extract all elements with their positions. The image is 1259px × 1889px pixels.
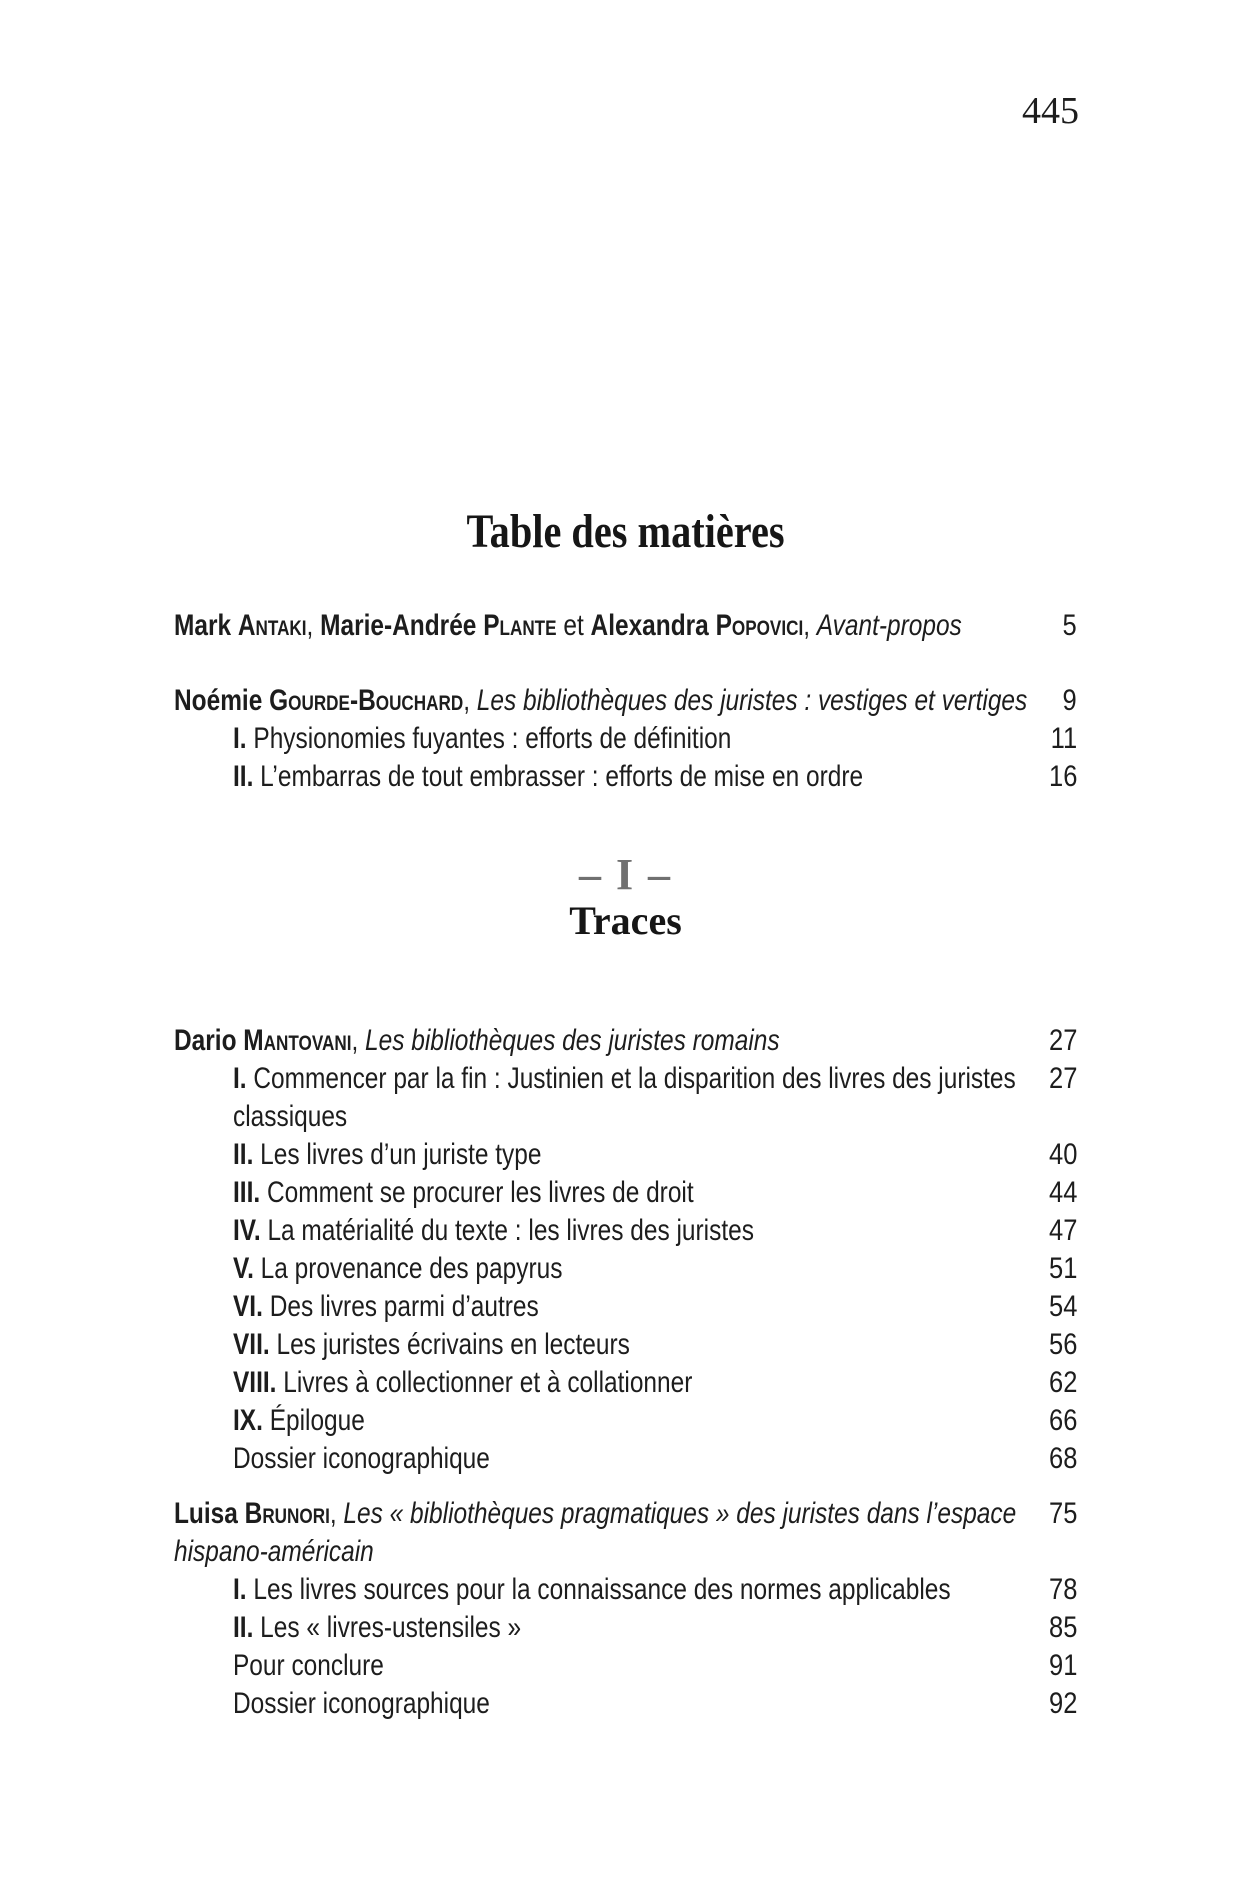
toc-entry-page: 47 — [1048, 1214, 1077, 1247]
toc-entry-line — [233, 1571, 951, 1609]
toc-entry-page: 75 — [1048, 1497, 1077, 1530]
toc-entry-segment: II. — [233, 1611, 261, 1644]
toc-entry-segment: et — [556, 609, 591, 642]
toc-entry-line — [174, 607, 962, 645]
toc-entry-page: 66 — [1048, 1404, 1077, 1437]
toc-entry-text — [233, 1326, 864, 1364]
toc-entry-page: 51 — [1048, 1252, 1077, 1285]
toc-entry-line — [233, 1098, 864, 1136]
toc-entry-line — [233, 1060, 1016, 1098]
toc-entry-segment: Les bibliothèques des juristes romains — [365, 1024, 780, 1057]
toc-entry — [174, 1647, 1077, 1685]
toc-entry-segment: Marie-Andrée — [320, 609, 484, 642]
toc-entry-segment: Luisa — [174, 1497, 245, 1530]
toc-entry-page: 44 — [1048, 1176, 1077, 1209]
toc-entry — [174, 1402, 1077, 1440]
toc-entry-segment: IV. — [233, 1214, 268, 1247]
toc-entry-page: 85 — [1048, 1611, 1077, 1644]
toc-entry-line — [233, 1288, 864, 1326]
toc-entry-page: 92 — [1048, 1687, 1077, 1720]
toc-block — [174, 607, 1077, 645]
toc-entry-segment: Commencer par la fin : Justinien et la disparition des livres des juristes — [253, 1062, 1016, 1095]
toc-entry-segment: Les bibliothèques des juristes : vestiges et vertiges — [476, 684, 1028, 717]
toc-entry-segment: , — [463, 684, 477, 717]
toc-entry-text — [233, 1250, 864, 1288]
toc-entry — [174, 1440, 1077, 1478]
toc-entry — [174, 1288, 1077, 1326]
toc-entry-segment: , — [351, 1024, 366, 1057]
toc-entry-segment: VII. — [233, 1328, 277, 1361]
toc-entry — [174, 1364, 1077, 1402]
toc-entry — [174, 1060, 1077, 1136]
toc-entry-segment: , — [329, 1497, 344, 1530]
toc-entry — [174, 720, 1077, 758]
toc-entry-line — [233, 1685, 864, 1723]
toc-entry-segment: Plante — [483, 609, 557, 642]
toc-entry-segment: hispano-américain — [174, 1535, 374, 1568]
toc-block — [174, 682, 1077, 796]
toc-entry-line — [174, 1495, 1017, 1533]
toc-entry-segment: Avant-propos — [816, 609, 962, 642]
toc-entry-segment: Les « livres-ustensiles » — [260, 1611, 522, 1644]
toc-entry-segment: VIII. — [233, 1366, 284, 1399]
toc-entry-page: 16 — [1048, 760, 1077, 793]
toc-entry-segment: Mantovani — [243, 1024, 352, 1057]
toc-entry-segment: Les livres d’un juriste type — [260, 1138, 542, 1171]
toc-entry-text — [233, 1212, 864, 1250]
toc-entry-segment: Brunori — [244, 1497, 330, 1530]
toc-entry-line — [233, 1326, 864, 1364]
toc-entry-segment: Popovici — [715, 609, 804, 642]
toc-entry-line — [174, 682, 1028, 720]
toc-entry-line — [174, 1022, 853, 1060]
toc-entry-segment: I. — [233, 722, 254, 755]
toc-entry — [174, 1609, 1077, 1647]
toc-entry-text — [174, 1022, 853, 1060]
toc-entry — [174, 1022, 1077, 1060]
toc-entry-segment: I. — [233, 1062, 254, 1095]
toc-entry-segment: VI. — [233, 1290, 270, 1323]
toc-entry-text — [233, 1174, 864, 1212]
toc-entry — [174, 1495, 1077, 1571]
toc-entry-line — [233, 1402, 864, 1440]
toc-entry-page: 91 — [1048, 1649, 1077, 1682]
section-divider — [174, 852, 1077, 944]
toc-entry-text — [233, 1647, 864, 1685]
toc-entry — [174, 1212, 1077, 1250]
toc-entry-page: 5 — [1062, 609, 1077, 642]
page-folio-number: 445 — [1022, 90, 1079, 132]
toc-block — [174, 1022, 1077, 1478]
toc-entry-segment: , — [306, 609, 321, 642]
toc-entry-line — [233, 1250, 864, 1288]
toc-entry-segment: Gourde-Bouchard — [269, 684, 464, 717]
toc-entry-line — [233, 1647, 864, 1685]
toc-entry-segment: Les livres sources pour la connaissance des normes applicables — [253, 1573, 951, 1606]
toc-entry — [174, 1136, 1077, 1174]
toc-entry-page: 68 — [1048, 1442, 1077, 1475]
toc-entry-text — [233, 720, 864, 758]
toc-entry-segment: Mark — [174, 609, 238, 642]
toc-entry-line — [233, 1212, 864, 1250]
toc-entry-segment: Alexandra — [590, 609, 716, 642]
toc-entry-line — [233, 1174, 864, 1212]
toc-entry-segment: Physionomies fuyantes : efforts de définition — [253, 722, 732, 755]
toc-entry-text — [233, 1685, 864, 1723]
toc-entry-segment: II. — [233, 1138, 261, 1171]
toc-entry — [174, 1174, 1077, 1212]
toc-entry-segment: Antaki — [237, 609, 307, 642]
toc-entry-page: 40 — [1048, 1138, 1077, 1171]
toc-entry-segment: Les juristes écrivains en lecteurs — [276, 1328, 630, 1361]
toc-entry-page: 27 — [1048, 1024, 1077, 1057]
toc-entry-text — [233, 1136, 864, 1174]
toc-entry-line — [233, 1136, 864, 1174]
toc-entry-page: 27 — [1048, 1062, 1077, 1095]
toc-entry-line — [233, 1609, 864, 1647]
toc-entry-text — [233, 1609, 864, 1647]
toc-entry-segment: Dossier iconographique — [233, 1687, 490, 1720]
toc-entry-page: 62 — [1048, 1366, 1077, 1399]
toc-entry — [174, 607, 1077, 645]
toc-entry — [174, 758, 1077, 796]
toc-entry-line — [174, 1533, 853, 1571]
toc-entry-line — [233, 1440, 864, 1478]
toc-entry-segment: Noémie — [174, 684, 270, 717]
toc-entry — [174, 1326, 1077, 1364]
toc-entry-segment: I. — [233, 1573, 254, 1606]
toc-entry-segment: IX. — [233, 1404, 270, 1437]
toc-entry-segment: Comment se procurer les livres de droit — [266, 1176, 694, 1209]
toc-entry-segment: V. — [233, 1252, 261, 1285]
toc-entry-page: 78 — [1048, 1573, 1077, 1606]
toc-entry-page: 56 — [1048, 1328, 1077, 1361]
toc-entry-line — [233, 758, 864, 796]
toc-entry-text — [233, 1288, 864, 1326]
toc-entry-segment: La provenance des papyrus — [260, 1252, 563, 1285]
toc-entry — [174, 1250, 1077, 1288]
toc-entry-segment: Dossier iconographique — [233, 1442, 490, 1475]
toc-entry-segment: La matérialité du texte : les livres des juristes — [267, 1214, 754, 1247]
toc-entry-segment: Épilogue — [269, 1404, 365, 1437]
toc-entry-text — [174, 607, 962, 645]
toc-entry-text — [233, 1060, 1016, 1136]
toc-entry-line — [233, 720, 864, 758]
section-heading: Traces — [569, 898, 682, 943]
toc-entry-segment: II. — [233, 760, 261, 793]
toc-title: Table des matières — [466, 505, 785, 558]
toc-entry-text — [233, 758, 864, 796]
toc-entry-segment: Dario — [174, 1024, 244, 1057]
toc-entry — [174, 1685, 1077, 1723]
toc-block — [174, 1495, 1077, 1723]
toc-entry-text — [233, 1364, 864, 1402]
toc-list — [174, 607, 1077, 1723]
toc-entry-line — [233, 1364, 864, 1402]
toc-content — [174, 0, 1077, 1723]
toc-entry-segment: classiques — [233, 1100, 348, 1133]
toc-entry-segment: Livres à collectionner et à collationner — [283, 1366, 693, 1399]
toc-entry-text — [233, 1402, 864, 1440]
toc-entry-segment: L’embarras de tout embrasser : efforts de mise en ordre — [260, 760, 864, 793]
toc-entry-segment: Des livres parmi d’autres — [269, 1290, 539, 1323]
toc-entry-page: 9 — [1062, 684, 1077, 717]
toc-entry-text — [174, 682, 1028, 720]
toc-entry-page: 54 — [1048, 1290, 1077, 1323]
toc-entry-text — [174, 1495, 1017, 1571]
toc-entry-text — [233, 1440, 864, 1478]
section-numeral: – I – — [578, 850, 673, 899]
toc-entry — [174, 682, 1077, 720]
toc-entry-segment: III. — [233, 1176, 267, 1209]
toc-entry-segment: Les « bibliothèques pragmatiques » des juristes dans l’espace — [343, 1497, 1017, 1530]
toc-entry-text — [233, 1571, 951, 1609]
toc-entry-segment: Pour conclure — [233, 1649, 384, 1682]
toc-entry-page: 11 — [1050, 722, 1077, 755]
toc-entry — [174, 1571, 1077, 1609]
toc-entry-segment: , — [803, 609, 817, 642]
